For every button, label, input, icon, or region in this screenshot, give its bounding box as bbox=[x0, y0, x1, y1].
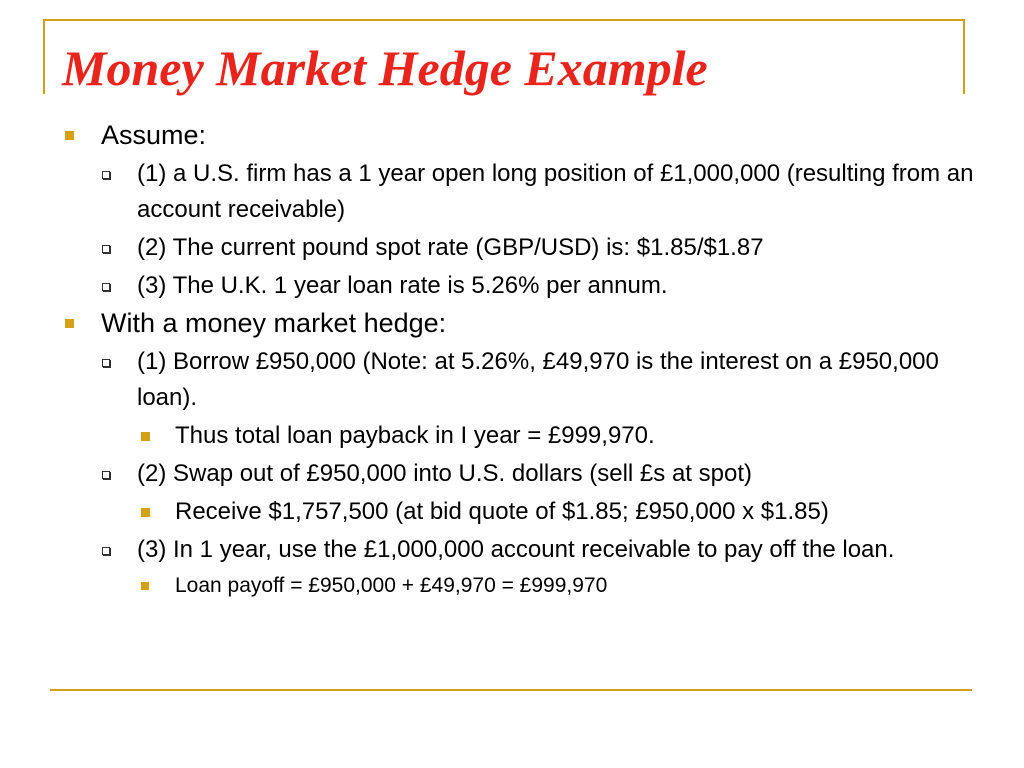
sub-bullet bbox=[62, 230, 992, 266]
square-bullet-icon bbox=[141, 432, 150, 441]
sub-sub-bullet bbox=[62, 418, 992, 454]
square-bullet-icon bbox=[141, 508, 150, 517]
hollow-square-bullet-icon bbox=[102, 245, 110, 253]
sub-bullet bbox=[62, 156, 992, 228]
sub-bullet bbox=[62, 268, 992, 304]
frame-bottom-rule bbox=[50, 689, 972, 691]
sub-bullet bbox=[62, 344, 992, 416]
sub-sub-bullet bbox=[62, 494, 992, 530]
hollow-square-bullet-icon bbox=[102, 359, 110, 367]
sub-bullet-text: (2) The current pound spot rate (GBP/USD) is: $1.85/$1.87 bbox=[137, 234, 764, 261]
hollow-square-bullet-icon bbox=[102, 547, 110, 555]
sub-bullet bbox=[62, 456, 992, 492]
slide-content bbox=[62, 118, 992, 604]
sub-bullet-text: (1) a U.S. firm has a 1 year open long position of £1,000,000 (resulting from an account receivable) bbox=[137, 160, 974, 223]
hollow-square-bullet-icon bbox=[102, 283, 110, 291]
hollow-square-bullet-icon bbox=[102, 471, 110, 479]
sub-sub-bullet bbox=[62, 570, 992, 602]
sub-bullet bbox=[62, 532, 992, 568]
frame-right-rule bbox=[963, 19, 965, 94]
sub-bullet-text: (3) The U.K. 1 year loan rate is 5.26% per annum. bbox=[137, 272, 668, 299]
sub-sub-bullet-text: Receive $1,757,500 (at bid quote of $1.85; £950,000 x $1.85) bbox=[175, 498, 829, 525]
square-bullet-icon bbox=[141, 582, 149, 590]
sub-sub-bullet-text: Thus total loan payback in I year = £999,970. bbox=[175, 422, 655, 449]
bullet-assume bbox=[62, 118, 992, 152]
square-bullet-icon bbox=[65, 131, 74, 140]
hollow-square-bullet-icon bbox=[102, 171, 110, 179]
bullet-text: Assume: bbox=[101, 120, 207, 150]
square-bullet-icon bbox=[65, 319, 74, 328]
sub-bullet-text: (3) In 1 year, use the £1,000,000 account receivable to pay off the loan. bbox=[137, 536, 895, 563]
slide-title: Money Market Hedge Example bbox=[62, 40, 708, 96]
frame-top-rule bbox=[43, 19, 965, 21]
sub-bullet-text: (2) Swap out of £950,000 into U.S. dollars (sell £s at spot) bbox=[137, 460, 752, 487]
bullet-text: With a money market hedge: bbox=[101, 308, 447, 338]
sub-bullet-text: (1) Borrow £950,000 (Note: at 5.26%, £49,970 is the interest on a £950,000 loan). bbox=[137, 348, 939, 411]
sub-sub-bullet-text: Loan payoff = £950,000 + £49,970 = £999,970 bbox=[175, 574, 608, 597]
frame-left-rule bbox=[43, 19, 45, 94]
bullet-money-market-hedge bbox=[62, 306, 992, 340]
